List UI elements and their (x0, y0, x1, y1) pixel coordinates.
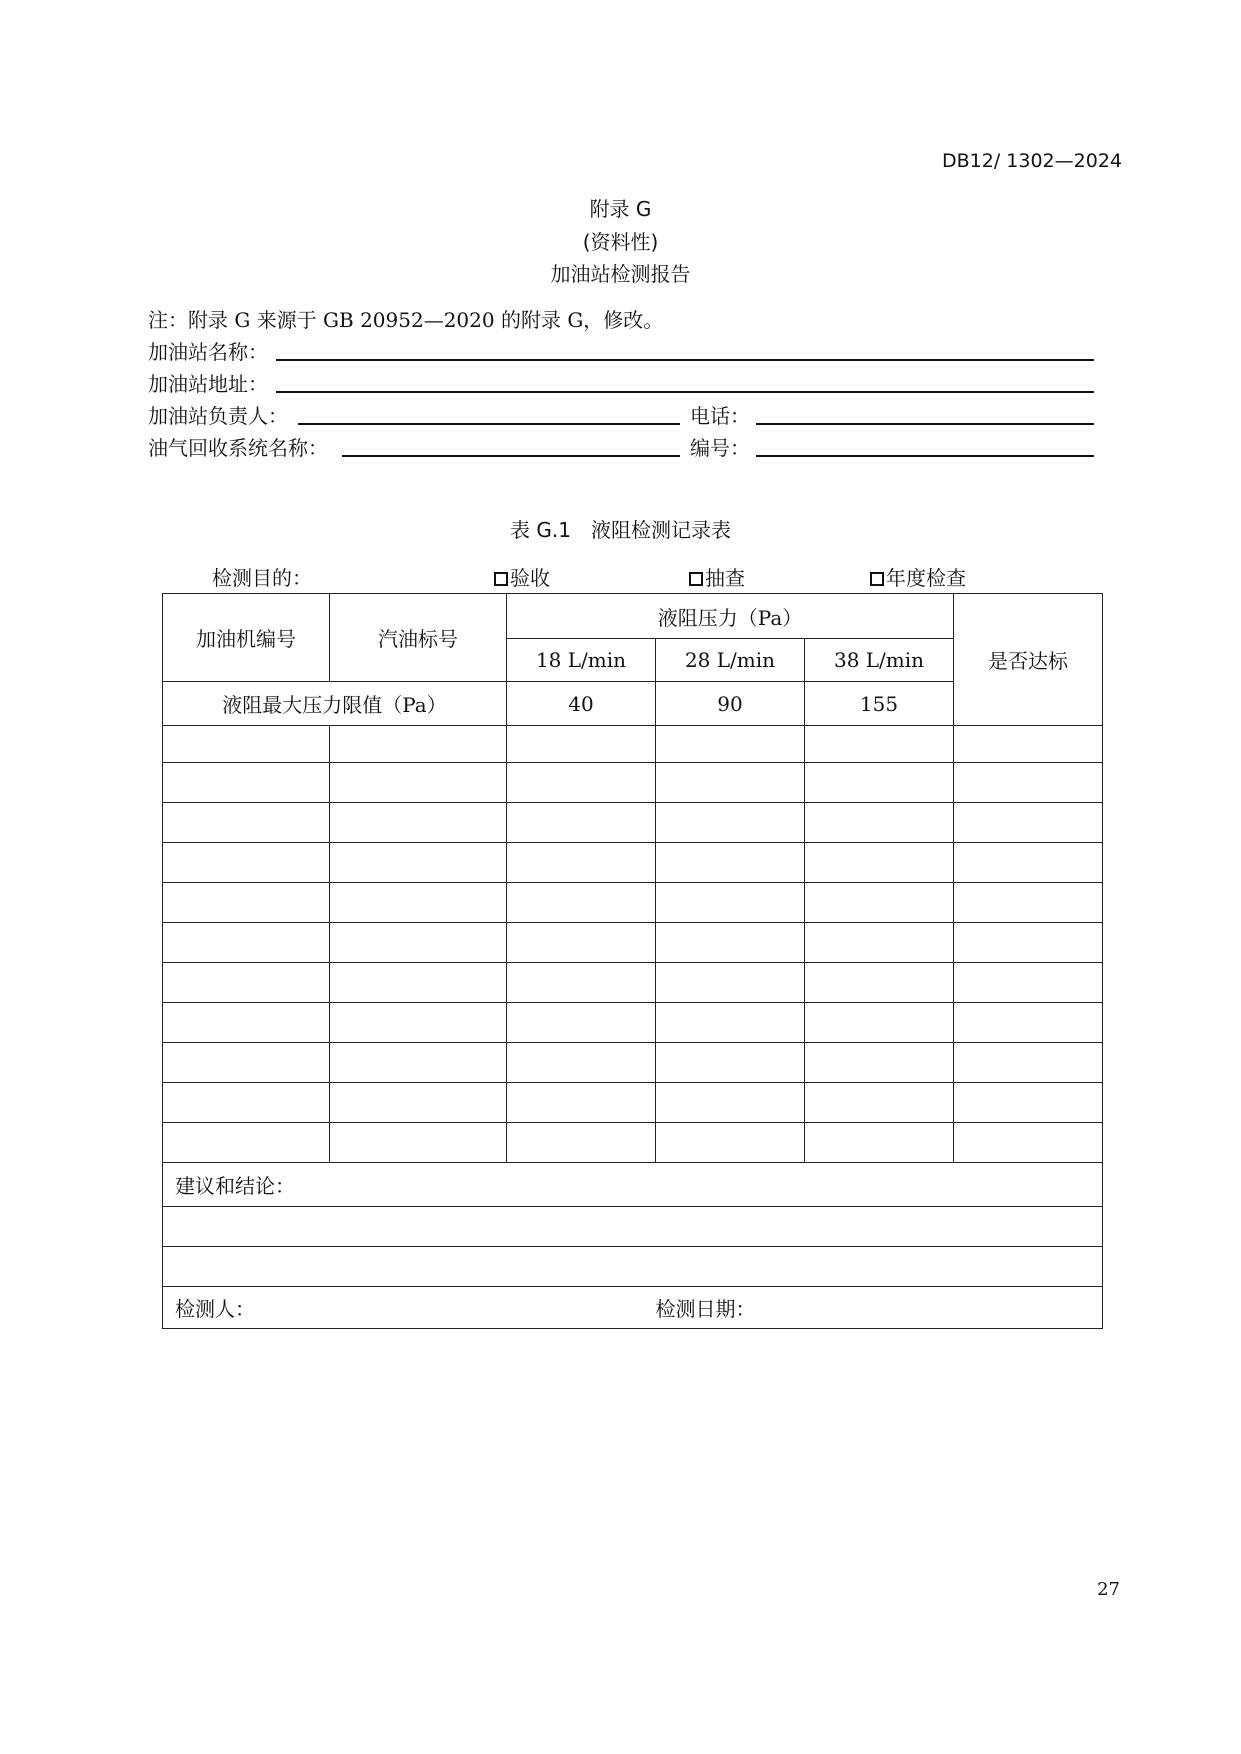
limit-value-28: 90 (656, 682, 805, 726)
limit-value-18: 40 (507, 682, 656, 726)
option-annual-check: 年度检查 (870, 562, 966, 591)
system-name-line (342, 455, 680, 457)
serial-label: 编号： (690, 436, 750, 460)
table-caption: 表 G.1 液阻检测记录表 (510, 518, 731, 542)
conclusion-label: 建议和结论： (163, 1163, 1103, 1207)
checkbox-spot-check (689, 572, 703, 586)
system-name-label: 油气回收系统名称： (148, 436, 328, 460)
table-row (163, 803, 1103, 843)
conclusion-line (163, 1247, 1103, 1287)
station-address-label: 加油站地址： (148, 372, 268, 396)
header-compliance: 是否达标 (954, 594, 1103, 726)
header-dispenser-no: 加油机编号 (163, 594, 330, 682)
phone-label: 电话： (690, 404, 750, 428)
inspector-label: 检测人： (163, 1287, 656, 1329)
table-row (163, 843, 1103, 883)
phone-line (756, 423, 1094, 425)
serial-line (756, 455, 1094, 457)
header-flow-28: 28 L/min (656, 639, 805, 682)
station-name-label: 加油站名称： (148, 340, 268, 364)
header-flow-18: 18 L/min (507, 639, 656, 682)
limit-row-label: 液阻最大压力限值（Pa） (163, 682, 507, 726)
option-spot-check: 抽查 (689, 562, 745, 591)
report-title: 加油站检测报告 (550, 262, 691, 286)
station-address-line (276, 391, 1094, 393)
document-code: DB12/ 1302—2024 (942, 150, 1122, 172)
appendix-title: 附录 G (589, 197, 652, 221)
purpose-label: 检测目的： (212, 566, 312, 590)
checkbox-annual-check (870, 572, 884, 586)
header-flow-38: 38 L/min (805, 639, 954, 682)
table-row (163, 1003, 1103, 1043)
option-acceptance: 验收 (494, 562, 550, 591)
table-row (163, 1123, 1103, 1163)
table-row (163, 763, 1103, 803)
station-manager-line (298, 423, 680, 425)
table-row (163, 963, 1103, 1003)
table-row (163, 1083, 1103, 1123)
table-row (163, 923, 1103, 963)
limit-value-38: 155 (805, 682, 954, 726)
header-gasoline-grade: 汽油标号 (330, 594, 507, 682)
station-manager-label: 加油站负责人： (148, 404, 288, 428)
checkbox-acceptance (494, 572, 508, 586)
conclusion-line (163, 1207, 1103, 1247)
table-row (163, 1043, 1103, 1083)
station-name-line (276, 359, 1094, 361)
header-pressure-group: 液阻压力（Pa） (507, 594, 954, 639)
source-note: 注：附录 G 来源于 GB 20952—2020 的附录 G，修改。 (148, 308, 664, 332)
inspection-date-label: 检测日期： (656, 1287, 1103, 1329)
liquid-resistance-record-table (162, 593, 1103, 1329)
appendix-nature: (资料性) (582, 230, 659, 254)
table-row (163, 726, 1103, 763)
table-row (163, 883, 1103, 923)
page-number: 27 (1097, 1579, 1120, 1600)
